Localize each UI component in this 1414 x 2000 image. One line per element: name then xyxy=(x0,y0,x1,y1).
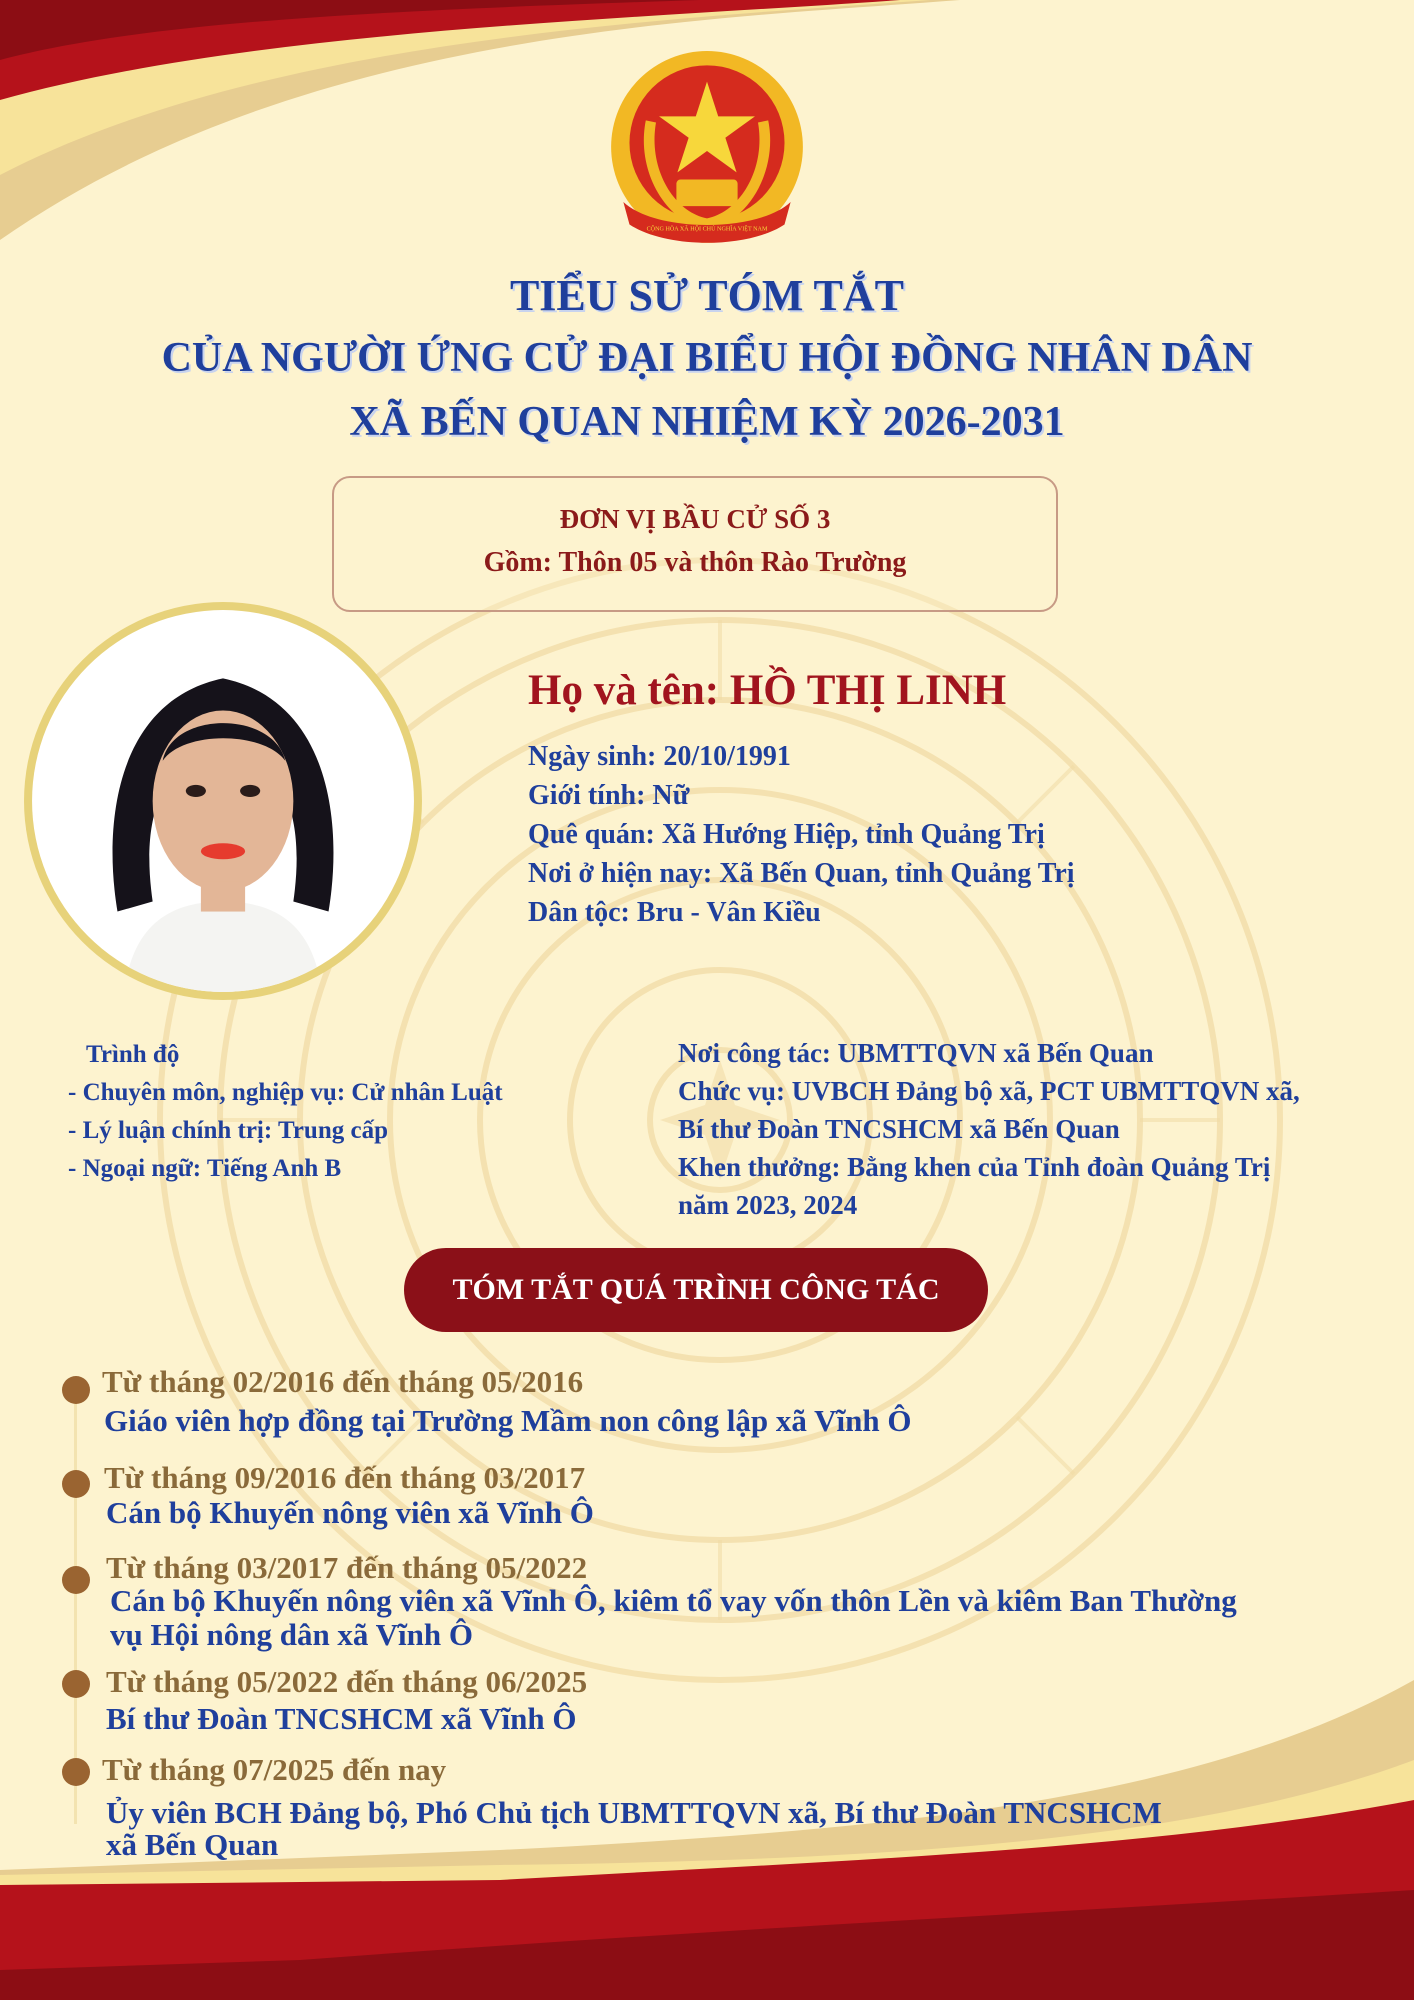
timeline-dot-icon xyxy=(62,1566,90,1594)
education-item: - Ngoại ngữ: Tiếng Anh B xyxy=(68,1155,342,1182)
birth-date: Ngày sinh: 20/10/1991 xyxy=(528,741,791,772)
title-line-1: TIỂU SỬ TÓM TẮT xyxy=(509,271,905,320)
election-unit-members: Gồm: Thôn 05 và thôn Rào Trường xyxy=(483,547,907,578)
national-emblem-icon xyxy=(605,48,809,254)
candidate-name: Họ và tên: HỒ THỊ LINH xyxy=(528,667,1007,714)
timeline-period: Từ tháng 03/2017 đến tháng 05/2022 xyxy=(106,1550,588,1585)
timeline-desc: xã Bến Quan xyxy=(106,1827,279,1862)
timeline-desc: Ủy viên BCH Đảng bộ, Phó Chủ tịch UBMTTQVN xã, Bí thư Đoàn TNCSHCM xyxy=(106,1795,1162,1830)
timeline-desc: vụ Hội nông dân xã Vĩnh Ô xyxy=(110,1617,473,1652)
election-unit-title: ĐƠN VỊ BẦU CỬ SỐ 3 xyxy=(559,504,831,534)
timeline-dot-icon xyxy=(62,1758,90,1786)
timeline-desc: Bí thư Đoàn TNCSHCM xã Vĩnh Ô xyxy=(106,1701,577,1736)
timeline-period: Từ tháng 07/2025 đến nay xyxy=(102,1752,447,1787)
gender: Giới tính: Nữ xyxy=(528,780,690,811)
timeline-dot-icon xyxy=(62,1376,90,1404)
timeline-dot-icon xyxy=(62,1670,90,1698)
candidate-portrait xyxy=(22,600,424,1002)
ethnicity: Dân tộc: Bru - Vân Kiều xyxy=(528,897,821,928)
hometown: Quê quán: Xã Hướng Hiệp, tỉnh Quảng Trị xyxy=(528,819,1045,850)
timeline-period: Từ tháng 05/2022 đến tháng 06/2025 xyxy=(106,1664,588,1699)
candidate-info xyxy=(528,666,1075,932)
timeline-desc: Giáo viên hợp đồng tại Trường Mầm non công lập xã Vĩnh Ô xyxy=(104,1403,912,1438)
position-line-1: Chức vụ: UVBCH Đảng bộ xã, PCT UBMTTQVN xã, xyxy=(678,1076,1300,1106)
position-line-2: Bí thư Đoàn TNCSHCM xã Bến Quan xyxy=(678,1114,1120,1144)
timeline-desc: Cán bộ Khuyến nông viên xã Vĩnh Ô xyxy=(106,1495,594,1530)
election-unit-box xyxy=(332,476,1058,612)
title-line-3: XÃ BẾN QUAN NHIỆM KỲ 2026-2031 xyxy=(349,399,1065,445)
education-heading: Trình độ xyxy=(86,1041,180,1068)
education-item: - Lý luận chính trị: Trung cấp xyxy=(68,1117,388,1144)
awards-line-2: năm 2023, 2024 xyxy=(678,1190,858,1220)
education-item: - Chuyên môn, nghiệp vụ: Cử nhân Luật xyxy=(68,1079,503,1106)
education-section xyxy=(68,1036,503,1188)
timeline-dot-icon xyxy=(62,1470,90,1498)
career-heading: TÓM TẮT QUÁ TRÌNH CÔNG TÁC xyxy=(404,1248,988,1332)
emblem-ribbon-text: CỘNG HÒA XÃ HỘI CHỦ NGHĨA VIỆT NAM xyxy=(646,226,768,233)
awards-line-1: Khen thưởng: Bằng khen của Tỉnh đoàn Quảng Trị xyxy=(678,1152,1271,1182)
work-section xyxy=(678,1034,1378,1224)
workplace: Nơi công tác: UBMTTQVN xã Bến Quan xyxy=(678,1038,1154,1068)
timeline-period: Từ tháng 02/2016 đến tháng 05/2016 xyxy=(102,1364,584,1399)
residence: Nơi ở hiện nay: Xã Bến Quan, tỉnh Quảng Trị xyxy=(528,858,1075,889)
timeline-period: Từ tháng 09/2016 đến tháng 03/2017 xyxy=(104,1460,586,1495)
timeline-desc: Cán bộ Khuyến nông viên xã Vĩnh Ô, kiêm tổ vay vốn thôn Lền và kiêm Ban Thường xyxy=(110,1583,1237,1618)
title-line-2: CỦA NGƯỜI ỨNG CỬ ĐẠI BIỂU HỘI ĐỒNG NHÂN DÂN xyxy=(161,335,1253,381)
